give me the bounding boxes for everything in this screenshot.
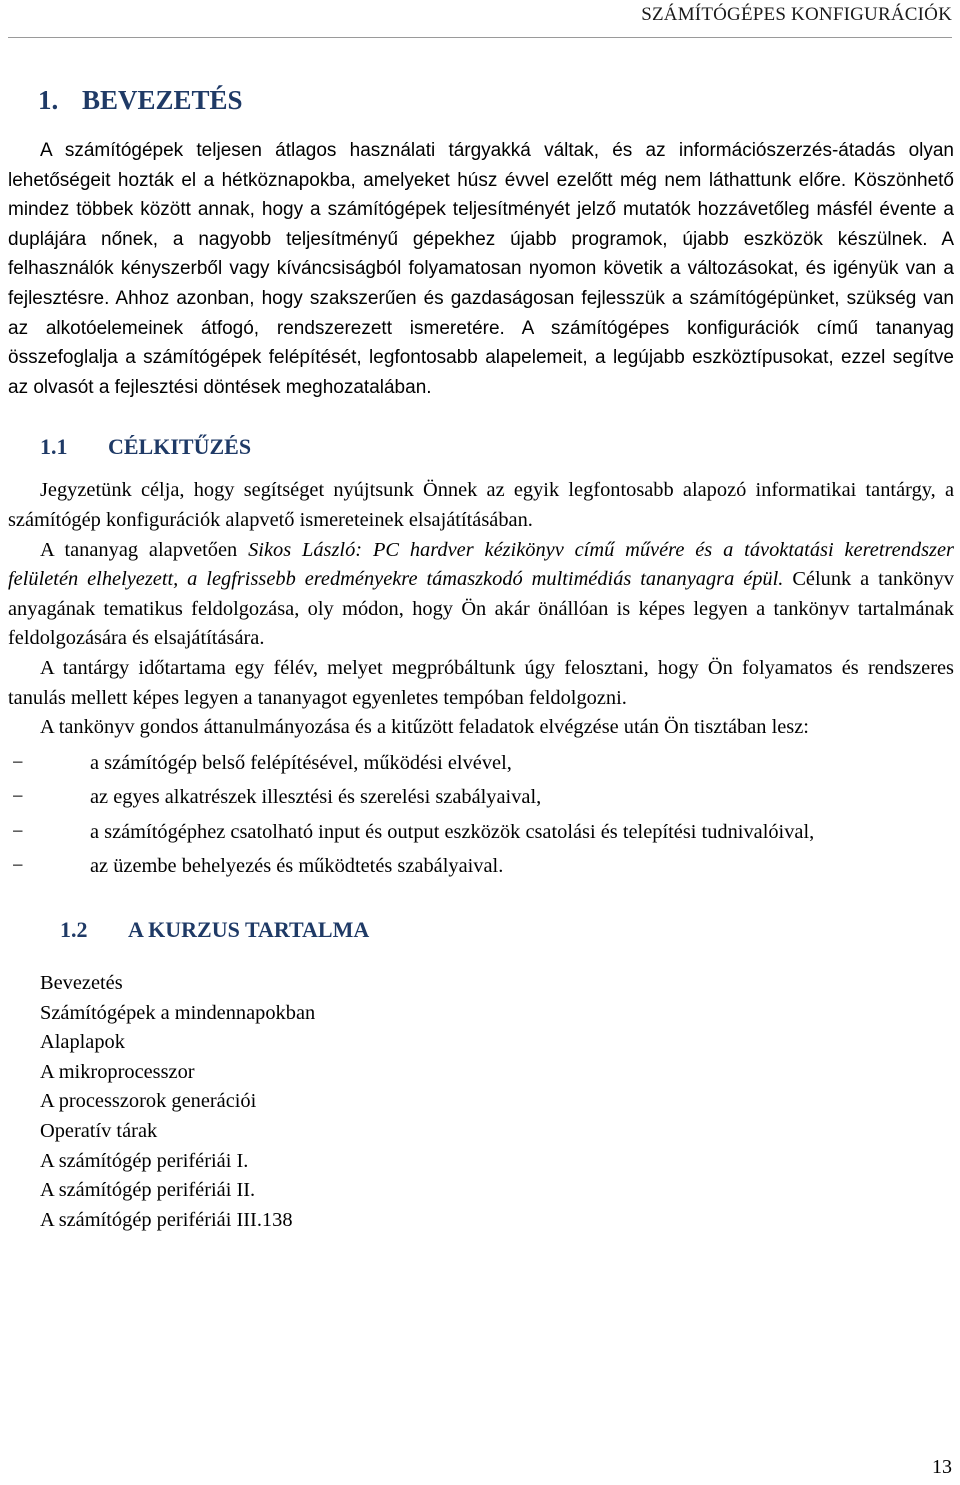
list-item: A számítógép perifériái II. <box>40 1179 256 1202</box>
running-header: SZÁMÍTÓGÉPES KONFIGURÁCIÓK <box>641 4 952 25</box>
paragraph-source-end: Célunk a tankönyv anyagának tematikus feldolgozása, oly módon, hogy Ön akár önállóan is képes legyen a tankönyv tartalmának feldolgozására és elsajátítására. <box>8 568 955 650</box>
list-item: A processzorok generációi <box>40 1090 257 1113</box>
bullet-dash: − <box>12 751 24 774</box>
list-item: Alaplapok <box>40 1031 125 1054</box>
section-number: 1.1 <box>40 434 68 460</box>
list-item <box>8 818 954 848</box>
list-item <box>8 852 954 882</box>
intro-paragraph: A számítógépek teljesen átlagos használati tárgyakká váltak, és az információszerzés-átadás olyan lehetőségeit hozták el a hétköznapokba, amelyeket húsz évvel ezelőtt még nem láthattunk előre. Köszönhető mindez többek között annak, hogy a számítógépek teljesítményét jelző mutatók hozzávetőleg másfél évente a duplájára nőnek, a nagyobb teljesítményű gépekhez újabb programok, újabb eszközök készülnek. A felhasználók kényszerből vagy kíváncsiságból folyamatosan nyomon követik a változásokat, és igényük van a fejlesztésre. Ahhoz azonban, hogy szakszerűen és gazdaságosan fejlesszük a számítógépünket, szükség van az alkotóelemeinek átfogó, rendszerezett ismeretére. A számítógépes konfigurációk című tananyag összefoglalja a számítógépek felépítését, legfontosabb alapelemeit, a legújabb eszköztípusokat, ezzel segítve az olvasót a fejlesztési döntések meghozatalában. <box>8 140 954 398</box>
list-item: Bevezetés <box>40 972 123 995</box>
section-title: CÉLKITŰZÉS <box>108 434 252 460</box>
section-title: BEVEZETÉS <box>82 85 243 115</box>
list-item-text: az üzembe behelyezés és működtetés szabályaival. <box>90 855 504 878</box>
list-item: A mikroprocesszor <box>40 1060 195 1083</box>
outcomes-list <box>8 749 954 882</box>
page-content <box>8 80 954 1235</box>
list-item: Operatív tárak <box>40 1120 158 1143</box>
section-number: 1. <box>38 85 59 115</box>
paragraph-source-start: A tananyag alapvetően <box>40 538 249 561</box>
section-heading-1-2 <box>60 915 954 945</box>
bullet-dash: − <box>12 820 24 843</box>
list-item <box>8 783 954 813</box>
list-item-text: a számítógép belső felépítésével, működési elvével, <box>90 751 512 774</box>
section-title: A KURZUS TARTALMA <box>128 917 370 943</box>
paragraph-outcomes: A tankönyv gondos áttanulmányozása és a kitűzött feladatok elvégzése után Ön tisztában lesz: <box>40 716 809 739</box>
list-item: Számítógépek a mindennapokban <box>40 1001 316 1024</box>
list-item-text: az egyes alkatrészek illesztési és szerelési szabályaival, <box>90 786 542 809</box>
header-divider <box>8 37 952 38</box>
paragraph-duration: A tantárgy időtartama egy félév, melyet megpróbáltunk úgy felosztani, hogy Ön folyamatos és rendszeres tanulás mellett képes legyen a tananyagot egyenletes tempóban feldolgozni. <box>8 656 954 709</box>
list-item-text: a számítógéphez csatolható input és output eszközök csatolási és telepítési tudnivalóival, <box>90 820 815 843</box>
section-heading-1 <box>38 80 954 136</box>
bullet-dash: − <box>12 855 24 878</box>
paragraph-goal: Jegyzetünk célja, hogy segítséget nyújtsunk Önnek az egyik legfontosabb alapozó informatikai tantárgy, a számítógép konfigurációk alapvető ismereteinek elsajátításában. <box>8 479 954 531</box>
list-item <box>8 749 954 779</box>
list-item: A számítógép perifériái I. <box>40 1149 249 1172</box>
paragraph-source <box>8 536 954 654</box>
section-number: 1.2 <box>60 917 88 943</box>
page-number: 13 <box>932 1456 952 1478</box>
course-contents-list <box>40 969 954 1235</box>
section-heading-1-1 <box>40 432 954 462</box>
bullet-dash: − <box>12 786 24 809</box>
paragraph-source-italic: Sikos László: PC hardver kézikönyv című művére és a távoktatási keretrendszer felületén elhelyezett, a legfrissebb eredményekre támaszkodó multimédiás tananyagra épül. <box>8 538 954 591</box>
list-item: A számítógép perifériái III.138 <box>40 1208 293 1231</box>
